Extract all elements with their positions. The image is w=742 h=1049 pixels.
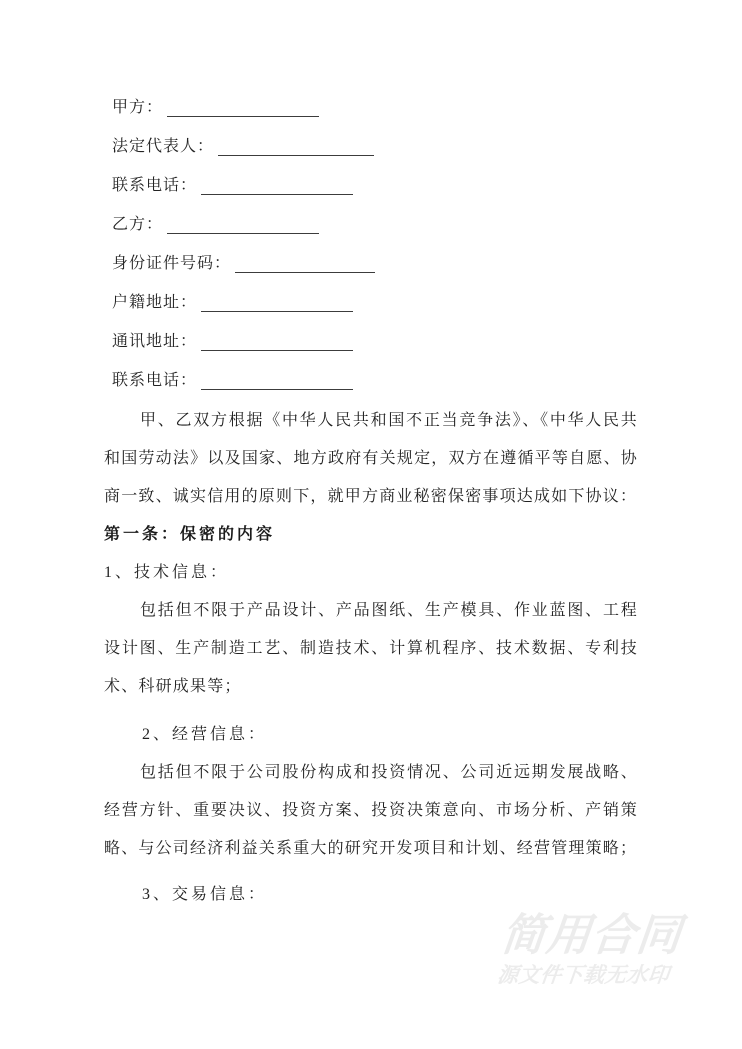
watermark-brand-text: 简用合同 [498,911,685,960]
field-label-party-b: 乙方： [112,216,164,233]
field-label-phone-a: 联系电话： [112,177,198,194]
item-2-body: 包括但不限于公司股份构成和投资情况、公司近远期发展战略、经营方针、重要决议、投资方案、投资决策意向、市场分析、产销策略、与公司经济利益关系重大的研究开发项目和计划、经营管理策略； [104,764,638,857]
item-1-body: 包括但不限于产品设计、产品图纸、生产模具、作业蓝图、工程设计图、生产制造工艺、制造技术、计算机程序、技术数据、专利技术、科研成果等； [104,602,638,695]
field-phone-b [104,361,638,400]
watermark-subtitle-text: 源文件下载无水印 [496,964,671,987]
item-2-title: 2、经营信息： [142,726,268,743]
blank-underline-party-a [167,97,319,117]
field-registered-address [104,283,638,322]
field-phone-a [104,166,638,205]
blank-underline-registered-address [201,292,353,312]
blank-underline-mailing-address [201,331,353,351]
field-legal-representative [104,127,638,166]
watermark [496,912,684,988]
field-label-id-number: 身份证件号码： [112,255,232,272]
field-party-a [104,88,638,127]
party-info-fields [104,88,638,400]
blank-underline-phone-b [201,370,353,390]
field-mailing-address [104,322,638,361]
field-party-b [104,205,638,244]
field-label-party-a: 甲方： [112,99,164,116]
item-1-title: 1、技术信息： [104,564,230,581]
item-3-title: 3、交易信息： [142,886,268,903]
field-label-legal-representative: 法定代表人： [112,138,215,155]
field-label-phone-b: 联系电话： [112,372,198,389]
document-content [104,88,638,914]
blank-underline-legal-representative [218,136,374,156]
blank-underline-phone-a [201,175,353,195]
blank-underline-id-number [235,253,375,273]
section-1-heading: 第一条：保密的内容 [104,526,276,543]
field-label-mailing-address: 通讯地址： [112,333,198,350]
field-id-number [104,244,638,283]
blank-underline-party-b [167,214,319,234]
preamble-paragraph: 甲、乙双方根据《中华人民共和国不正当竞争法》、《中华人民共和国劳动法》以及国家、地方政府有关规定，双方在遵循平等自愿、协商一致、诚实信用的原则下，就甲方商业秘密保密事项达成如下协议： [104,412,638,505]
field-label-registered-address: 户籍地址： [112,294,198,311]
